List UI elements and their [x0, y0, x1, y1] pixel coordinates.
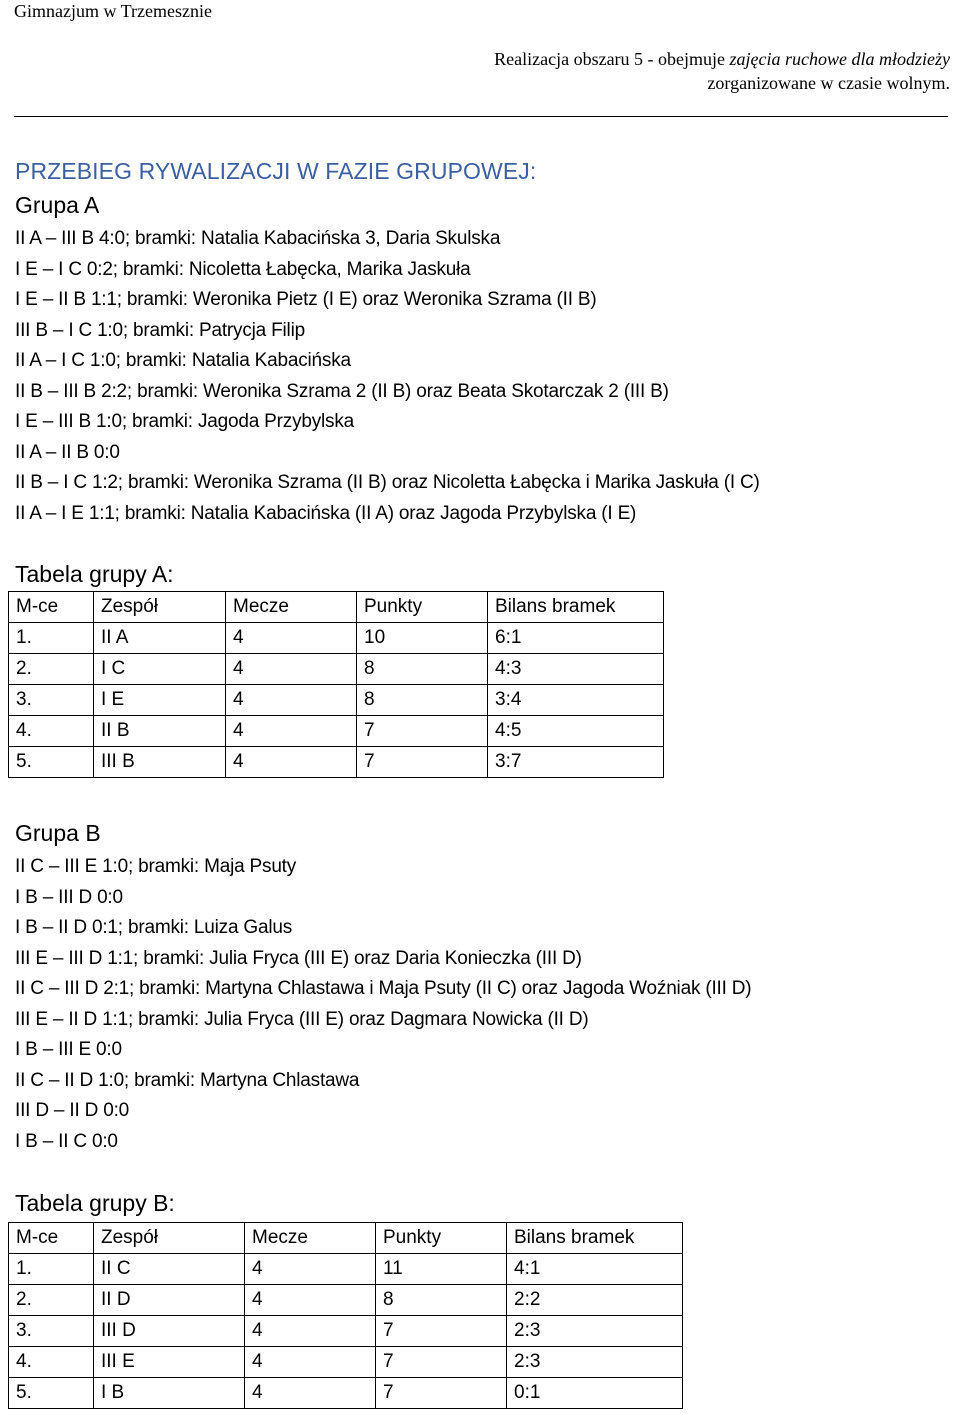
table-cell: 4	[245, 1254, 376, 1285]
table-header-row	[9, 592, 664, 623]
table-cell: 5.	[9, 1378, 94, 1409]
match-result: III E – III D 1:1; bramki: Julia Fryca (III E) oraz Daria Konieczka (III D)	[15, 947, 582, 969]
document-subtitle	[494, 47, 950, 95]
column-header: M-ce	[9, 1223, 94, 1254]
table-cell: II D	[94, 1285, 245, 1316]
match-result: II A – I E 1:1; bramki: Natalia Kabacińska (II A) oraz Jagoda Przybylska (I E)	[15, 502, 637, 524]
table-cell: I B	[94, 1378, 245, 1409]
table-cell: 11	[376, 1254, 507, 1285]
table-cell: II B	[94, 716, 226, 747]
table-cell: 7	[357, 747, 488, 778]
table-cell: 7	[376, 1347, 507, 1378]
table-cell: III D	[94, 1316, 245, 1347]
table-cell: 4	[245, 1378, 376, 1409]
table-cell: 1.	[9, 1254, 94, 1285]
table-cell: 2.	[9, 1285, 94, 1316]
table-cell: I E	[94, 685, 226, 716]
subtitle-italic-text: zajęcia ruchowe dla młodzieży	[729, 49, 950, 69]
match-result: I B – III D 0:0	[15, 886, 123, 908]
match-result: II A – III B 4:0; bramki: Natalia Kabacińska 3, Daria Skulska	[15, 228, 501, 249]
table-cell: 4	[245, 1347, 376, 1378]
table-cell: 3.	[9, 685, 94, 716]
subtitle-line-2: zorganizowane w czasie wolnym.	[707, 73, 950, 93]
table-cell: 2.	[9, 654, 94, 685]
table-cell: 1.	[9, 623, 94, 654]
table-cell: 4.	[9, 716, 94, 747]
table-cell: 3:7	[488, 747, 664, 778]
table-row	[9, 747, 664, 778]
table-row	[9, 1378, 683, 1409]
group-a-table-title: Tabela grupy A:	[15, 561, 174, 587]
header-divider	[14, 116, 948, 117]
table-cell: 4:3	[488, 654, 664, 685]
subtitle-plain-text: Realizacja obszaru 5 - obejmuje	[494, 49, 730, 69]
group-b-match-list	[15, 852, 751, 1157]
table-cell: 2:3	[507, 1347, 683, 1378]
match-result: I E – II B 1:1; bramki: Weronika Pietz (I E) oraz Weronika Szrama (II B)	[15, 289, 597, 310]
group-a-title: Grupa A	[15, 192, 100, 218]
table-cell: 4	[226, 747, 357, 778]
group-b-standings-table	[8, 1222, 683, 1409]
table-cell: 7	[357, 716, 488, 747]
table-row	[9, 1347, 683, 1378]
column-header: Bilans bramek	[488, 592, 664, 623]
match-result: I B – III E 0:0	[15, 1039, 122, 1060]
column-header: Punkty	[376, 1223, 507, 1254]
table-cell: 3:4	[488, 685, 664, 716]
table-cell: 4	[226, 716, 357, 747]
table-cell: 0:1	[507, 1378, 683, 1409]
table-cell: 10	[357, 623, 488, 654]
table-cell: 5.	[9, 747, 94, 778]
match-result: I E – III B 1:0; bramki: Jagoda Przybylska	[15, 411, 355, 432]
table-cell: 3.	[9, 1316, 94, 1347]
table-cell: 4	[226, 623, 357, 654]
table-cell: 8	[376, 1285, 507, 1316]
table-cell: II A	[94, 623, 226, 654]
column-header: Zespół	[94, 1223, 245, 1254]
table-cell: 4:1	[507, 1254, 683, 1285]
match-result: III B – I C 1:0; bramki: Patrycja Filip	[15, 319, 305, 341]
table-row	[9, 1254, 683, 1285]
table-cell: 8	[357, 685, 488, 716]
column-header: Mecze	[226, 592, 357, 623]
table-cell: III B	[94, 747, 226, 778]
table-cell: II C	[94, 1254, 245, 1285]
match-result: II C – II D 1:0; bramki: Martyna Chlastawa	[15, 1069, 360, 1091]
table-row	[9, 1285, 683, 1316]
table-cell: 4	[226, 654, 357, 685]
subtitle-line-1	[494, 47, 950, 71]
table-cell: 4.	[9, 1347, 94, 1378]
match-result: II B – III B 2:2; bramki: Weronika Szrama 2 (II B) oraz Beata Skotarczak 2 (III B)	[15, 380, 669, 402]
match-result: III D – II D 0:0	[15, 1100, 130, 1121]
table-cell: 8	[357, 654, 488, 685]
table-cell: I C	[94, 654, 226, 685]
table-header-row	[9, 1223, 683, 1254]
group-a-match-list	[15, 224, 760, 529]
group-b-table-title: Tabela grupy B:	[15, 1190, 175, 1216]
table-row	[9, 654, 664, 685]
match-result: II C – III E 1:0; bramki: Maja Psuty	[15, 856, 297, 877]
match-result: I E – I C 0:2; bramki: Nicoletta Łabęcka, Marika Jaskuła	[15, 258, 471, 280]
match-result: II C – III D 2:1; bramki: Martyna Chlastawa i Maja Psuty (II C) oraz Jagoda Woźniak (III D)	[15, 978, 752, 999]
table-cell: 7	[376, 1378, 507, 1409]
table-row	[9, 1316, 683, 1347]
table-cell: 4	[245, 1285, 376, 1316]
table-cell: 4	[226, 685, 357, 716]
match-result: II A – II B 0:0	[15, 441, 120, 463]
table-row	[9, 685, 664, 716]
page-title: PRZEBIEG RYWALIZACJI W FAZIE GRUPOWEJ:	[15, 158, 537, 184]
school-name: Gimnazjum w Trzemesznie	[14, 1, 212, 21]
table-cell: 2:3	[507, 1316, 683, 1347]
table-cell: 4	[245, 1316, 376, 1347]
table-cell: 2:2	[507, 1285, 683, 1316]
column-header: Zespół	[94, 592, 226, 623]
group-a-standings-table	[8, 591, 664, 778]
table-cell: 7	[376, 1316, 507, 1347]
match-result: III E – II D 1:1; bramki: Julia Fryca (III E) oraz Dagmara Nowicka (II D)	[15, 1008, 589, 1030]
match-result: II A – I C 1:0; bramki: Natalia Kabacińska	[15, 350, 351, 371]
table-cell: 4:5	[488, 716, 664, 747]
table-cell: III E	[94, 1347, 245, 1378]
column-header: Bilans bramek	[507, 1223, 683, 1254]
column-header: Mecze	[245, 1223, 376, 1254]
table-cell: 6:1	[488, 623, 664, 654]
group-b-title: Grupa B	[15, 820, 101, 846]
table-row	[9, 716, 664, 747]
match-result: I B – II C 0:0	[15, 1130, 118, 1152]
match-result: II B – I C 1:2; bramki: Weronika Szrama (II B) oraz Nicoletta Łabęcka i Marika Jaskuła (I C)	[15, 472, 760, 493]
column-header: M-ce	[9, 592, 94, 623]
table-row	[9, 623, 664, 654]
match-result: I B – II D 0:1; bramki: Luiza Galus	[15, 917, 293, 938]
column-header: Punkty	[357, 592, 488, 623]
